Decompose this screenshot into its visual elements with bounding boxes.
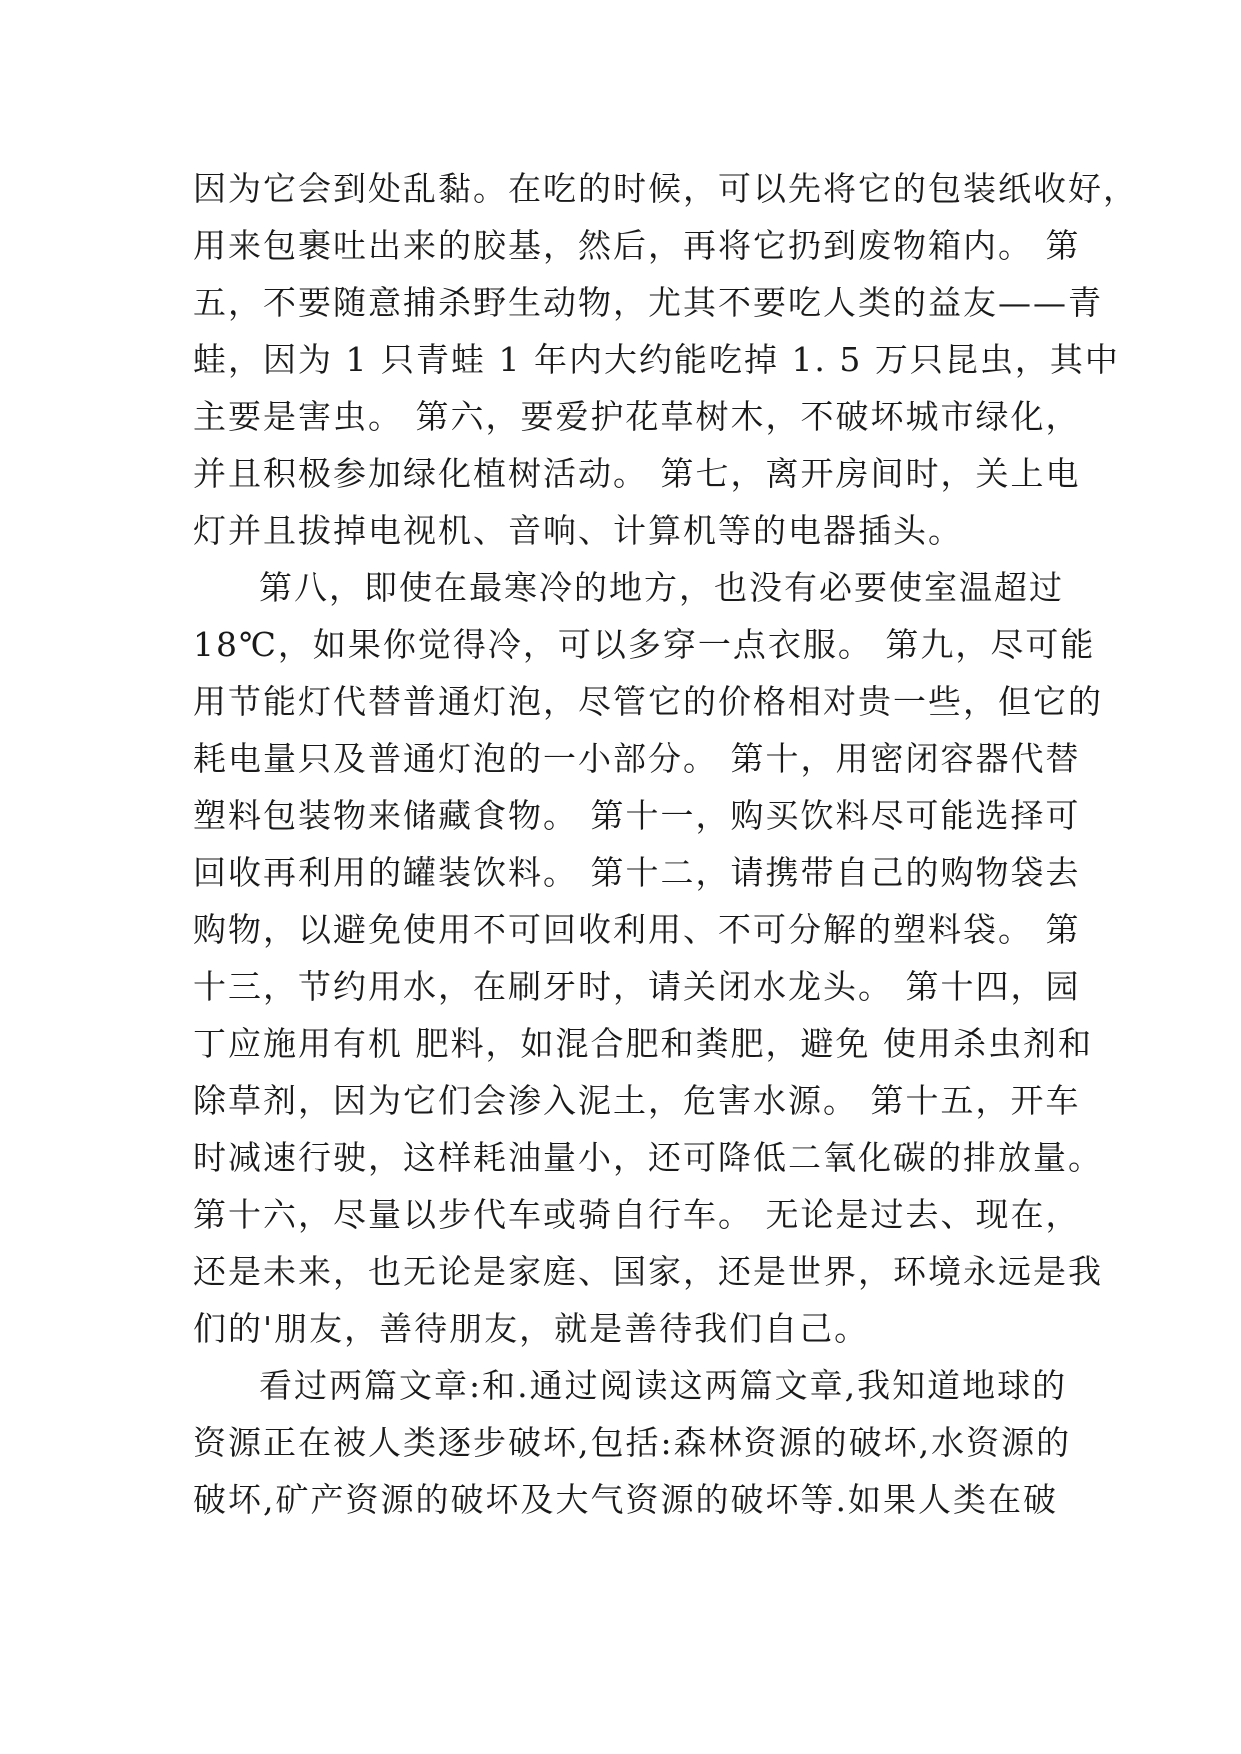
text-line: 还是未来，也无论是家庭、国家，还是世界，环境永远是我 [193,1252,1103,1291]
paragraph-3 [193,1357,1073,1528]
paragraph-2 [193,559,1103,1357]
text-line: 破坏,矿产资源的破坏及大气资源的破坏等.如果人类在破 [193,1480,1058,1519]
text-line: 们的'朋友，善待朋友，就是善待我们自己。 [193,1309,870,1348]
text-line: 用来包裹吐出来的胶基，然后，再将它扔到废物箱内。 第 [193,226,1081,265]
document-body [193,160,1138,1528]
text-line: 因为它会到处乱黏。在吃的时候，可以先将它的包装纸收好， [193,169,1138,208]
text-line: 并且积极参加绿化植树活动。 第七，离开房间时，关上电 [193,454,1081,493]
text-line: 灯并且拔掉电视机、音响、计算机等的电器插头。 [193,511,963,550]
text-line: 时减速行驶，这样耗油量小，还可降低二氧化碳的排放量。 [193,1138,1103,1177]
text-line: 蛙，因为 1 只青蛙 1 年内大约能吃掉 1. 5 万只昆虫，其中 [193,340,1120,379]
text-line: 第十六，尽量以步代车或骑自行车。 无论是过去、现在， [193,1195,1081,1234]
text-line: 十三，节约用水，在刷牙时，请关闭水龙头。 第十四，园 [193,967,1081,1006]
text-line: 主要是害虫。 第六，要爱护花草树木，不破坏城市绿化， [193,397,1081,436]
text-line: 第八，即使在最寒冷的地方，也没有必要使室温超过 [259,568,1064,607]
text-line: 塑料包装物来储藏食物。 第十一，购买饮料尽可能选择可 [193,796,1081,835]
text-line: 看过两篇文章:和.通过阅读这两篇文章,我知道地球的 [259,1366,1068,1405]
text-line: 用节能灯代替普通灯泡，尽管它的价格相对贵一些，但它的 [193,682,1103,721]
text-line: 购物，以避免使用不可回收利用、不可分解的塑料袋。 第 [193,910,1081,949]
text-line: 耗电量只及普通灯泡的一小部分。 第十，用密闭容器代替 [193,739,1081,778]
text-line: 资源正在被人类逐步破坏,包括:森林资源的破坏,水资源的 [193,1423,1072,1462]
text-line: 除草剂，因为它们会渗入泥土，危害水源。 第十五，开车 [193,1081,1081,1120]
paragraph-1 [193,160,1138,559]
text-line: 五，不要随意捕杀野生动物，尤其不要吃人类的益友——青 [193,283,1103,322]
text-line: 回收再利用的罐装饮料。 第十二，请携带自己的购物袋去 [193,853,1081,892]
text-line: 丁应施用有机 肥料，如混合肥和粪肥，避免 使用杀虫剂和 [193,1024,1093,1063]
text-line: 18℃，如果你觉得冷，可以多穿一点衣服。 第九，尽可能 [193,625,1096,664]
